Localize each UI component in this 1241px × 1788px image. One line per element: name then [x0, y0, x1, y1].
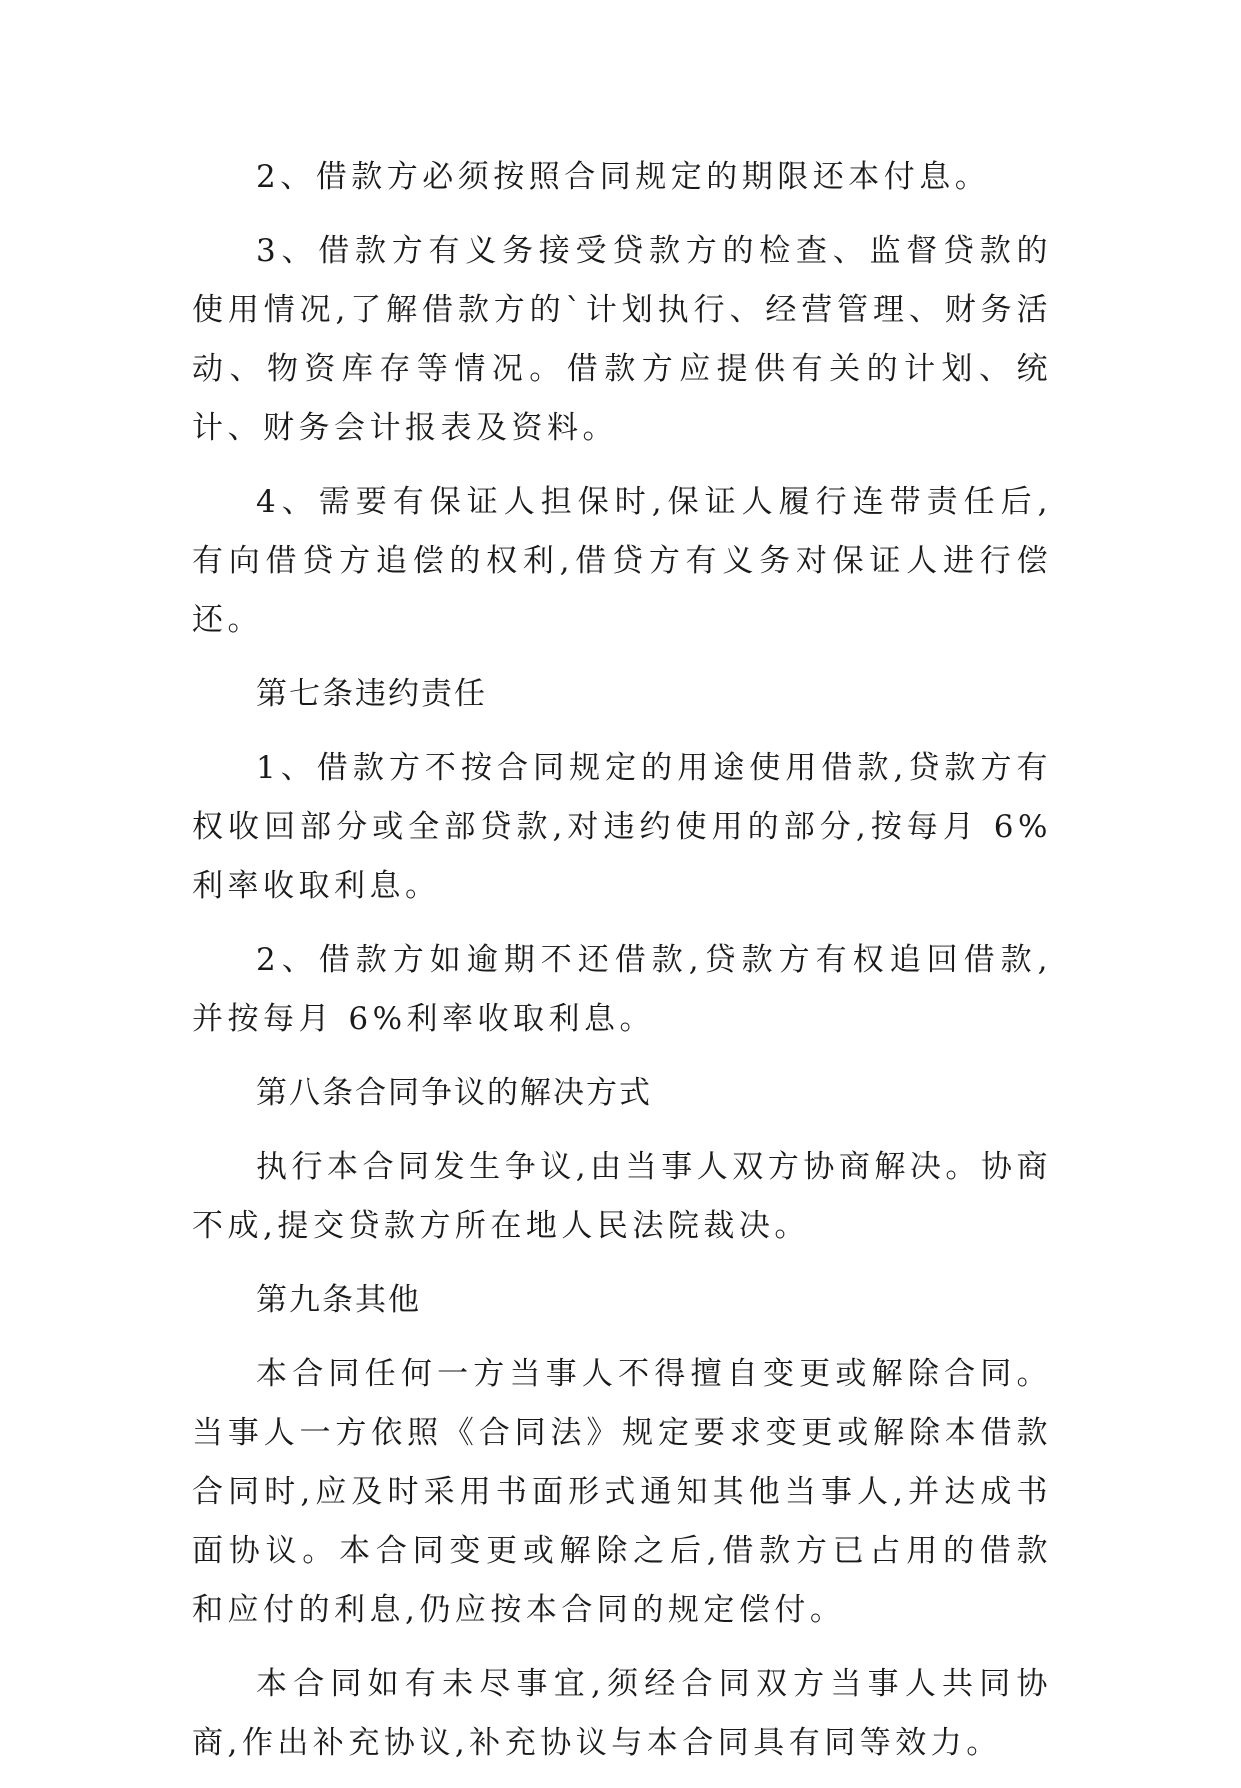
- heading-article-9: 第九条其他: [256, 1282, 421, 1318]
- paragraph-inspection-obligation: 3、借款方有义务接受贷款方的检查、监督贷款的使用情况,了解借款方的`计划执行、经营管理、财务活动、物资库存等情况。借款方应提供有关的计划、统计、财务会计报表及资料。: [192, 233, 1052, 446]
- document-page: [192, 148, 1052, 1788]
- paragraph-dispute-resolution: 执行本合同发生争议,由当事人双方协商解决。协商不成,提交贷款方所在地人民法院裁决。: [192, 1149, 1052, 1244]
- paragraph-modification-terms: 本合同任何一方当事人不得擅自变更或解除合同。当事人一方依照《合同法》规定要求变更或解除本借款合同时,应及时采用书面形式通知其他当事人,并达成书面协议。本合同变更或解除之后,借款方已占用的借款和应付的利息,仍应按本合同的规定偿付。: [192, 1356, 1052, 1628]
- paragraph-repayment-obligation: 2、借款方必须按照合同规定的期限还本付息。: [256, 159, 991, 195]
- paragraph-overdue-penalty: 2、借款方如逾期不还借款,贷款方有权追回借款,并按每月 6%利率收取利息。: [192, 942, 1052, 1037]
- paragraph-misuse-penalty: 1、借款方不按合同规定的用途使用借款,贷款方有权收回部分或全部贷款,对违约使用的部分,按每月 6%利率收取利息。: [192, 750, 1052, 904]
- heading-article-7: 第七条违约责任: [256, 676, 487, 712]
- paragraph-guarantor-rights: 4、需要有保证人担保时,保证人履行连带责任后,有向借贷方追偿的权利,借贷方有义务对保证人进行偿还。: [192, 484, 1052, 638]
- heading-article-8: 第八条合同争议的解决方式: [256, 1075, 652, 1111]
- paragraph-supplementary-agreement: 本合同如有未尽事宜,须经合同双方当事人共同协商,作出补充协议,补充协议与本合同具有同等效力。: [192, 1666, 1052, 1761]
